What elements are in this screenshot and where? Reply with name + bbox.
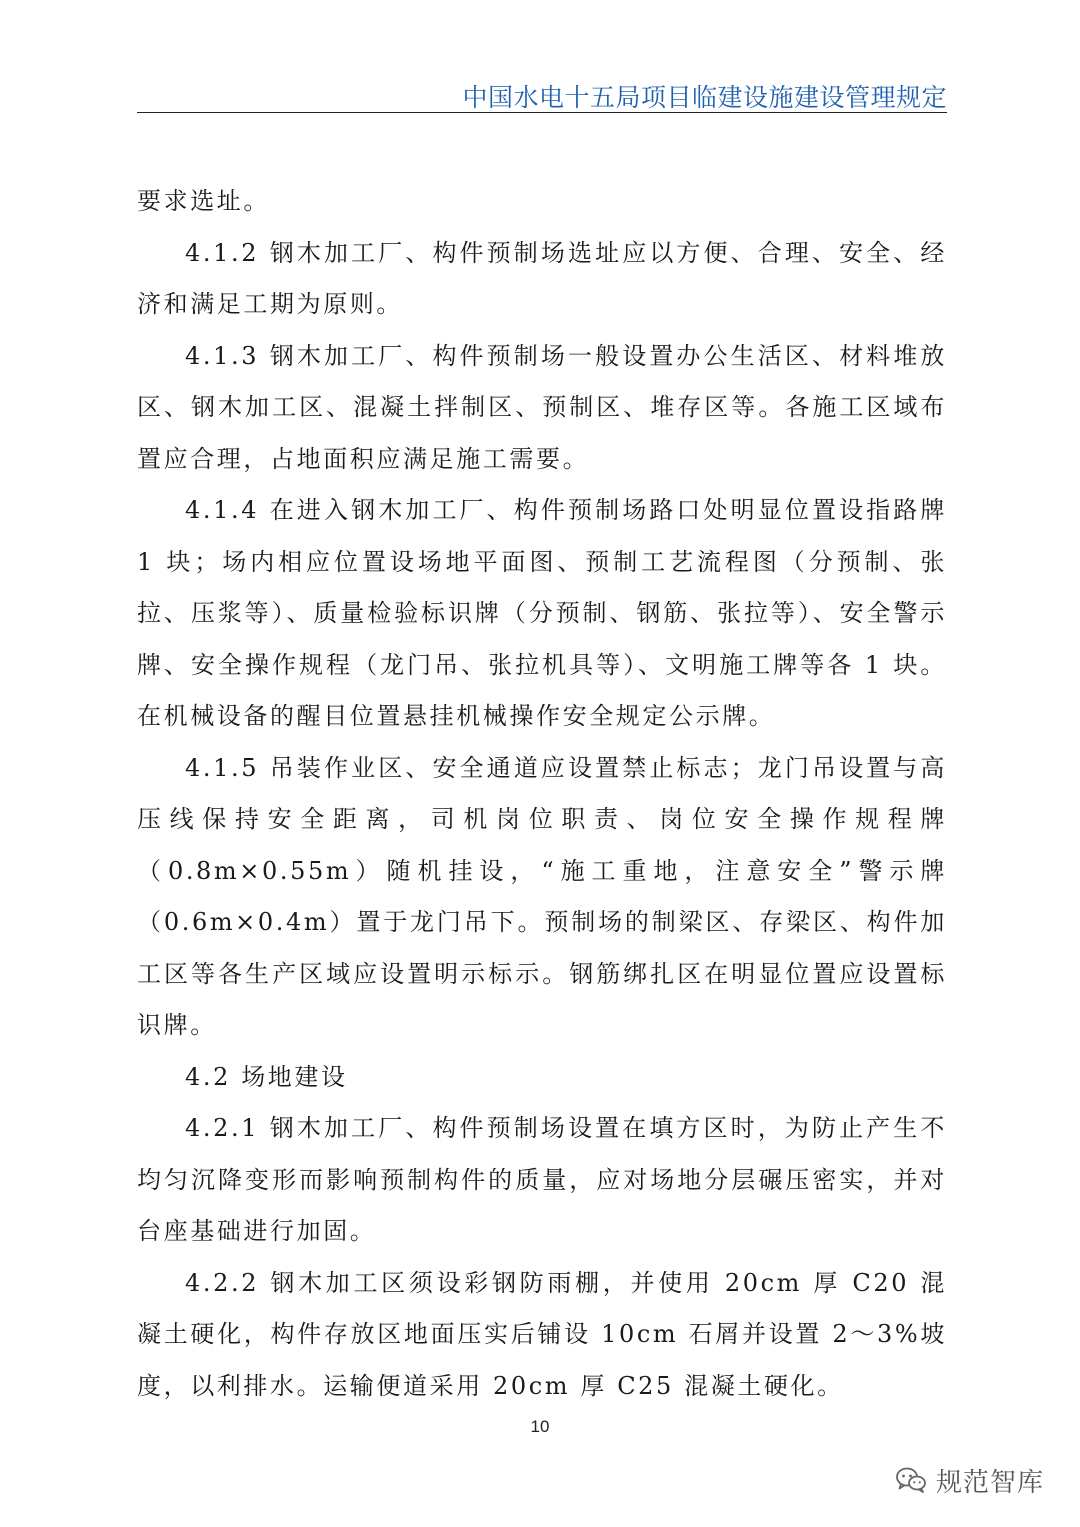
page-number: 10: [530, 1417, 550, 1436]
paragraph-4-2-1: 4.2.1 钢木加工厂、构件预制场设置在填方区时，为防止产生不均匀沉降变形而影响预制构件的质量，应对场地分层碾压密实，并对台座基础进行加固。: [137, 1114, 947, 1245]
page-header: [137, 78, 947, 113]
document-title: 中国水电十五局项目临建设施建设管理规定: [462, 83, 947, 112]
paragraph-4-1-3: 4.1.3 钢木加工厂、构件预制场一般设置办公生活区、材料堆放区、钢木加工区、混凝土拌制区、预制区、堆存区等。各施工区域布置应合理，占地面积应满足施工需要。: [137, 341, 947, 473]
wechat-icon: [896, 1467, 926, 1493]
watermark-text: 规范智库: [935, 1467, 1044, 1498]
paragraph-4-1-2: 4.1.2 钢木加工厂、构件预制场选址应以方便、合理、安全、经济和满足工期为原则。: [137, 238, 947, 318]
paragraph-4-1-4: 4.1.4 在进入钢木加工厂、构件预制场路口处明显位置设指路牌 1 块；场内相应位置设场地平面图、预制工艺流程图（分预制、张拉、压浆等）、质量检验标识牌（分预制、钢筋、张拉等）、安全警示牌、安全操作规程（龙门吊、张拉机具等）、文明施工牌等各 1 块。在机械设备的醒目位置悬挂机械操作安全规定公示牌。: [137, 496, 947, 730]
paragraph-continuation: 要求选址。: [137, 187, 270, 215]
watermark: [896, 1460, 1044, 1500]
paragraph-4-2-2: 4.2.2 钢木加工区须设彩钢防雨棚，并使用 20cm 厚 C20 混凝土硬化，构件存放区地面压实后铺设 10cm 石屑并设置 2～3%坡度，以利排水。运输便道采用 20cm 厚 C25 混凝土硬化。: [137, 1268, 947, 1400]
section-heading-4-2: 4.2 场地建设: [185, 1062, 348, 1091]
document-body: [137, 176, 947, 1412]
paragraph-4-1-5: 4.1.5 吊装作业区、安全通道应设置禁止标志；龙门吊设置与高压线保持安全距离，司机岗位职责、岗位安全操作规程牌（0.8m×0.55m）随机挂设，“施工重地，注意安全”警示牌（0.6m×0.4m）置于龙门吊下。预制场的制梁区、存梁区、构件加工区等各生产区域应设置明示标示。钢筋绑扎区在明显位置应设置标识牌。: [137, 753, 947, 1039]
